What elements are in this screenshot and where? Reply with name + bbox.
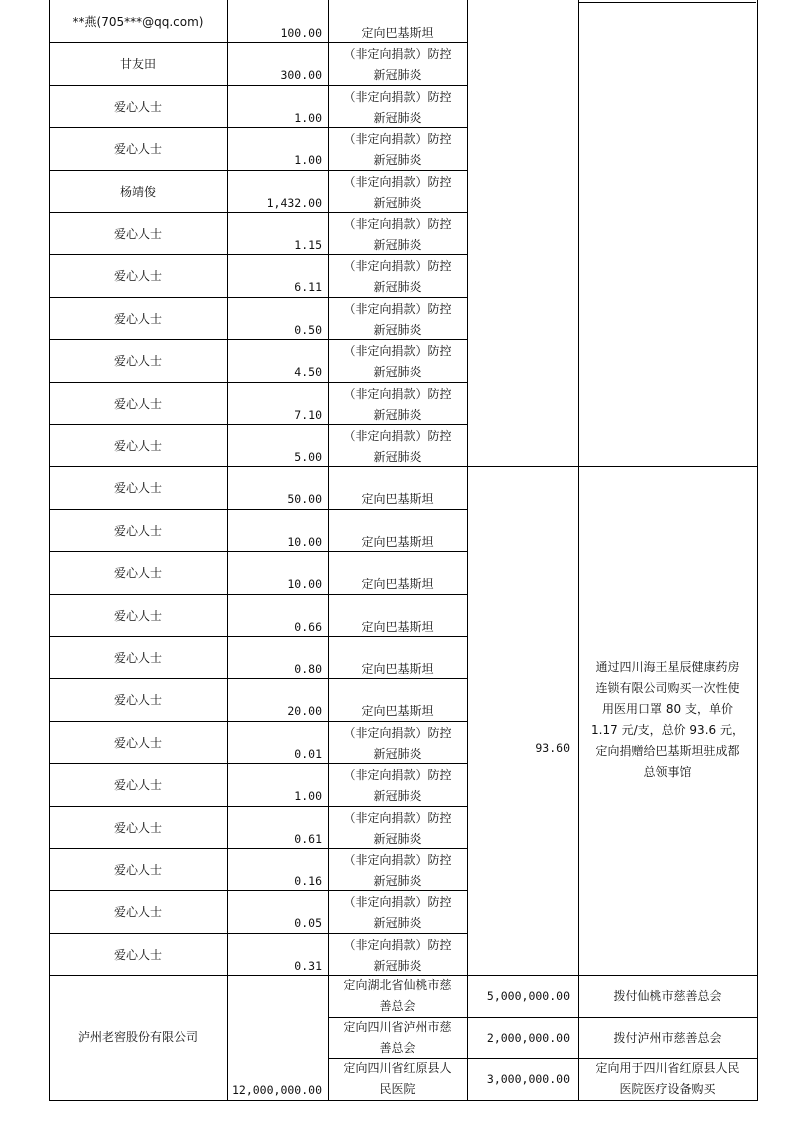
row-divider [49,509,468,510]
donor-name: 爱心人士 [113,693,162,708]
donation-amount: 0.50 [294,322,322,337]
donation-amount: 12,000,000.00 [231,1083,322,1097]
donation-purpose: 新冠肺炎 [373,365,422,380]
usage-description: 医院医疗设备购买 [619,1082,716,1097]
donation-purpose: 新冠肺炎 [373,789,422,804]
donation-purpose: （非定向捐款）防控 [343,768,452,783]
donation-purpose: 新冠肺炎 [373,831,422,846]
donor-name: 爱心人士 [113,269,162,284]
donation-purpose: 新冠肺炎 [373,916,422,931]
table-right-border [757,0,758,1100]
row-divider [49,551,468,552]
donor-name: 爱心人士 [113,863,162,877]
donation-amount: 6.11 [294,280,322,295]
row-divider [49,636,468,637]
donation-purpose: 定向四川省红原县人 [343,1061,452,1076]
usage-description: 1.17 元/支，总价 93.6 元， [591,723,744,737]
row-divider [49,594,468,595]
donation-purpose: 新冠肺炎 [373,153,422,168]
donor-name: 爱心人士 [113,523,162,538]
donor-name: 爱心人士 [113,311,162,326]
donor-name: 爱心人士 [113,227,162,241]
donation-purpose: 新冠肺炎 [373,322,422,337]
donation-amount: 0.31 [294,958,322,973]
donor-name: 爱心人士 [113,778,162,793]
donor-name: 爱心人士 [113,142,162,157]
donation-purpose: 定向巴基斯坦 [361,534,434,549]
donor-name: 爱心人士 [113,396,162,411]
donation-amount: 100.00 [280,26,322,40]
donation-amount: 300.00 [280,68,322,83]
table-bottom-border [49,1100,758,1101]
donation-purpose: 定向巴基斯坦 [361,619,434,634]
donor-name: 爱心人士 [113,608,162,623]
donation-purpose: 定向巴基斯坦 [361,577,434,592]
donation-purpose: 新冠肺炎 [373,874,422,888]
usage-description: 定向用于四川省红原县人民 [595,1061,740,1076]
donation-purpose: 定向巴基斯坦 [361,704,434,719]
donation-purpose: （非定向捐款）防控 [343,301,452,316]
spent-amount: 2,000,000.00 [486,1030,570,1045]
row-divider [49,848,468,849]
donation-amount: 0.66 [294,619,322,634]
group-divider [467,466,758,467]
donation-purpose: 定向巴基斯坦 [361,492,434,507]
usage-description: 拨付仙桃市慈善总会 [613,989,722,1004]
donor-name: 爱心人士 [113,651,162,665]
donor-name: 爱心人士 [113,566,162,581]
row-divider [49,763,468,764]
donation-amount: 0.80 [294,662,322,676]
column-divider [467,0,468,1100]
row-divider [49,466,468,467]
row-divider [49,678,468,679]
donation-amount: 20.00 [287,704,322,719]
donation-purpose: 新冠肺炎 [373,195,422,210]
donor-name: **燕(705***@qq.com) [72,15,204,29]
donation-amount: 1.00 [294,789,322,804]
row-divider [49,890,468,891]
row-divider [49,721,468,722]
donor-name: 爱心人士 [113,354,162,369]
donor-name: 甘友田 [119,57,156,72]
donation-purpose: 定向巴基斯坦 [361,662,434,676]
usage-description: 用医用口罩 80 支，单价 [602,702,733,716]
donation-purpose: 新冠肺炎 [373,450,422,464]
donation-amount: 1.15 [294,238,322,252]
donation-purpose: （非定向捐款）防控 [343,47,452,62]
donation-purpose: 新冠肺炎 [373,958,422,973]
donation-purpose: （非定向捐款）防控 [343,259,452,274]
row-divider [49,933,468,934]
row-divider [49,297,468,298]
donor-name: 泸州老窖股份有限公司 [77,1030,198,1044]
donation-purpose: （非定向捐款）防控 [343,810,452,825]
donation-purpose: （非定向捐款）防控 [343,89,452,104]
donation-purpose: 定向四川省泸州市慈 [343,1019,452,1034]
usage-description: 连锁有限公司购买一次性使 [595,681,740,695]
row-divider [49,806,468,807]
donor-name: 爱心人士 [113,905,162,920]
donation-purpose: 新冠肺炎 [373,746,422,761]
donation-purpose: （非定向捐款）防控 [343,853,452,867]
row-divider [49,42,468,43]
row-divider [49,424,468,425]
donation-purpose: 定向湖北省仙桃市慈 [343,978,452,993]
donation-purpose: （非定向捐款）防控 [343,174,452,189]
column-divider [578,0,579,1100]
row-divider [49,85,468,86]
usage-description: 总领事馆 [643,765,692,779]
usage-description: 通过四川海王星辰健康药房 [595,660,740,674]
spent-amount: 3,000,000.00 [486,1072,570,1087]
row-divider [49,170,468,171]
row-divider [49,339,468,340]
donation-purpose: （非定向捐款）防控 [343,937,452,952]
row-divider [49,212,468,213]
donation-purpose: （非定向捐款）防控 [343,725,452,740]
donation-amount: 1.00 [294,110,322,125]
row-divider [49,254,468,255]
donation-amount: 1.00 [294,153,322,168]
donation-purpose: 新冠肺炎 [373,68,422,83]
row-divider [49,975,468,976]
group-divider [467,975,758,976]
donation-purpose: （非定向捐款）防控 [343,429,452,443]
donor-name: 爱心人士 [113,820,162,835]
donation-amount: 0.61 [294,831,322,846]
donation-amount: 5.00 [294,450,322,464]
donation-amount: 10.00 [287,534,322,549]
donor-name: 爱心人士 [113,439,162,453]
donor-name: 爱心人士 [113,735,162,750]
donation-amount: 0.16 [294,874,322,888]
donation-purpose: 民医院 [379,1082,416,1097]
usage-description: 拨付泸州市慈善总会 [613,1030,722,1045]
sub-row-divider [328,1058,758,1059]
donor-name: 爱心人士 [113,947,162,962]
donation-purpose: （非定向捐款）防控 [343,386,452,401]
donation-purpose: （非定向捐款）防控 [343,895,452,910]
donation-purpose: （非定向捐款）防控 [343,217,452,231]
donation-purpose: 善总会 [379,1040,416,1055]
spent-amount: 5,000,000.00 [486,989,570,1004]
donation-purpose: 新冠肺炎 [373,280,422,295]
table-left-border [49,0,50,1100]
donation-purpose: 新冠肺炎 [373,110,422,125]
donation-purpose: （非定向捐款）防控 [343,132,452,147]
donor-name: 杨靖俊 [119,184,156,199]
spent-amount: 93.60 [535,741,570,755]
donor-name: 爱心人士 [113,99,162,114]
donation-purpose: （非定向捐款）防控 [343,344,452,359]
usage-description: 定向捐赠给巴基斯坦驻成都 [595,744,740,758]
donation-purpose: 新冠肺炎 [373,407,422,422]
row-divider [49,382,468,383]
donation-amount: 0.05 [294,916,322,931]
donation-amount: 50.00 [287,492,322,507]
donation-purpose: 善总会 [379,999,416,1014]
donor-name: 爱心人士 [113,481,162,496]
donation-amount: 0.01 [294,746,322,761]
donation-amount: 10.00 [287,577,322,592]
sub-row-divider [328,1017,758,1018]
donation-purpose: 定向巴基斯坦 [361,26,434,40]
donation-amount: 1,432.00 [266,195,322,210]
donation-purpose: 新冠肺炎 [373,238,422,252]
usage-inner-rule [579,2,756,3]
donation-amount: 7.10 [294,407,322,422]
donation-amount: 4.50 [294,365,322,380]
row-divider [49,127,468,128]
